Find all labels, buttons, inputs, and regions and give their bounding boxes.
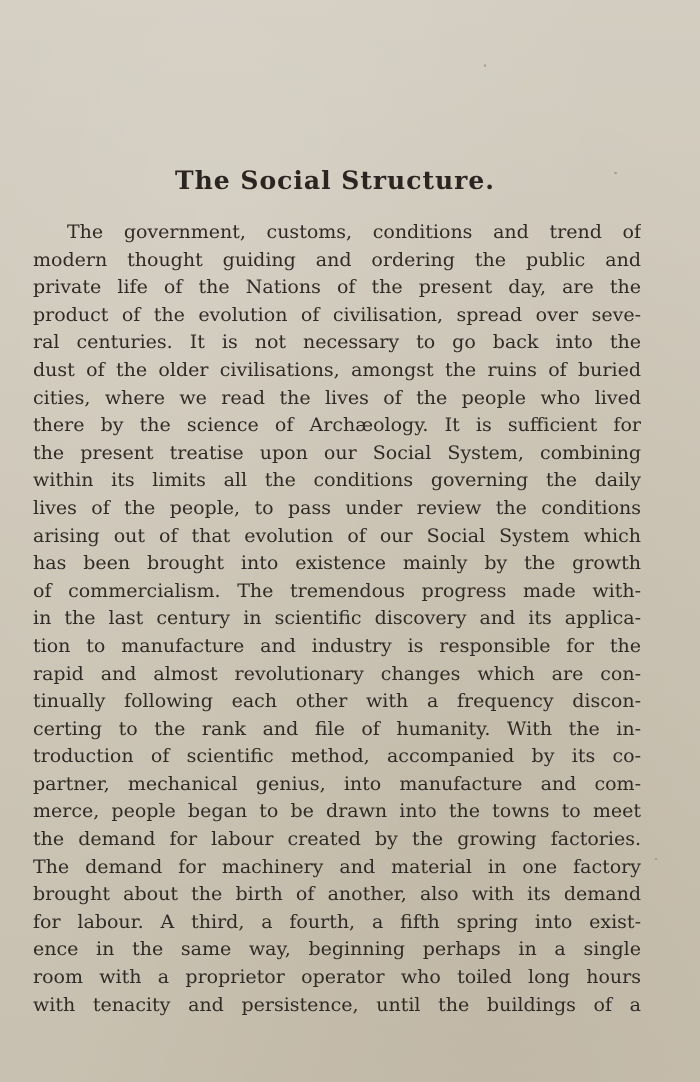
text-line: room with a proprietor operator who toiled long hours — [33, 966, 641, 989]
text-line: product of the evolution of civilisation, spread over seve- — [33, 303, 641, 326]
text-line: rapid and almost revolutionary changes which are con- — [33, 662, 641, 685]
text-line: arising out of that evolution of our Social System which — [33, 524, 641, 547]
body-paragraph — [33, 219, 641, 1019]
text-line: The government, customs, conditions and trend of — [67, 221, 641, 243]
page-title: The Social Structure. — [175, 166, 495, 195]
text-line: the demand for labour created by the growing factories. — [33, 828, 641, 851]
text-line: modern thought guiding and ordering the public and — [33, 248, 641, 271]
text-line: troduction of scientific method, accompanied by its co- — [33, 745, 641, 768]
paper-speck — [484, 64, 486, 67]
text-line: with tenacity and persistence, until the buildings of a — [33, 993, 641, 1016]
text-line: cities, where we read the lives of the people who lived — [33, 386, 641, 409]
text-line: the present treatise upon our Social System, combining — [33, 441, 641, 464]
text-line: ence in the same way, beginning perhaps in a single — [33, 938, 641, 961]
paper-speck — [655, 858, 657, 860]
text-line: partner, mechanical genius, into manufacture and com- — [33, 772, 641, 795]
text-line: there by the science of Archæology. It is sufficient for — [33, 414, 641, 437]
text-line: dust of the older civilisations, amongst the ruins of buried — [33, 358, 641, 381]
text-line: tion to manufacture and industry is responsible for the — [33, 634, 641, 657]
text-line: ral centuries. It is not necessary to go back into the — [33, 331, 641, 354]
text-line: for labour. A third, a fourth, a fifth spring into exist- — [33, 910, 641, 933]
text-line: within its limits all the conditions governing the daily — [33, 469, 641, 492]
text-line: has been brought into existence mainly by the growth — [33, 552, 641, 575]
text-line: merce, people began to be drawn into the towns to meet — [33, 800, 641, 823]
text-line: lives of the people, to pass under review the conditions — [33, 496, 641, 519]
text-line: private life of the Nations of the present day, are the — [33, 276, 641, 299]
text-line: certing to the rank and file of humanity. With the in- — [33, 717, 641, 740]
text-line: of commercialism. The tremendous progress made with- — [33, 579, 641, 602]
text-line: The demand for machinery and material in one factory — [33, 855, 641, 878]
text-line: brought about the birth of another, also with its demand — [33, 883, 641, 906]
text-line: tinually following each other with a frequency discon- — [33, 690, 641, 713]
text-line: in the last century in scientific discovery and its applica- — [33, 607, 641, 630]
